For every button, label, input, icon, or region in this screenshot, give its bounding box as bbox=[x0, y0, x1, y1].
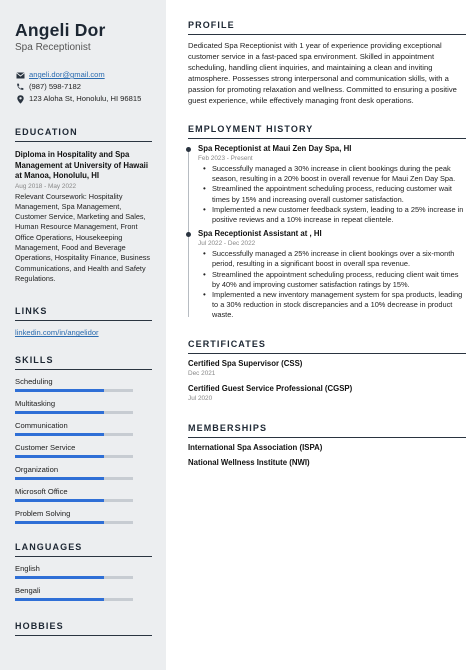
contact-phone-row bbox=[15, 81, 152, 93]
language-level-fill bbox=[15, 576, 104, 579]
job-bullets bbox=[198, 164, 466, 225]
skills-list bbox=[15, 376, 152, 524]
timeline-dot-icon bbox=[186, 147, 191, 152]
skill-level-bar bbox=[15, 521, 133, 524]
job-bullet: • Streamlined the appointment scheduling process, reducing client wait times by 40% and improving customer satisfaction ratings by 15%. bbox=[198, 270, 466, 290]
skill-level-fill bbox=[15, 411, 104, 414]
memberships-section bbox=[188, 423, 466, 468]
languages-heading: LANGUAGES bbox=[15, 542, 152, 557]
job-entry bbox=[188, 144, 466, 225]
skills-section bbox=[15, 355, 152, 524]
education-coursework: Relevant Coursework: Hospitality Management, Spa Management, Customer Service, Marketing and Sales, Human Resource Management, Front Office Operations, Housekeeping Management, Food and Beverage Operations, Hospitality Finance, Business Communications, and Health and Safety Regulations. bbox=[15, 191, 151, 283]
skill-level-fill bbox=[15, 499, 104, 502]
candidate-name: Angeli Dor bbox=[15, 20, 106, 40]
skill-level-fill bbox=[15, 455, 104, 458]
skill-label: Organization bbox=[15, 465, 59, 475]
skill-level-bar bbox=[15, 477, 133, 480]
job-title: Spa Receptionist Assistant at , HI bbox=[198, 229, 322, 239]
membership-item: International Spa Association (ISPA) bbox=[188, 442, 323, 452]
language-level-bar bbox=[15, 598, 133, 601]
skill-level-bar bbox=[15, 433, 133, 436]
timeline-dot-icon bbox=[186, 232, 191, 237]
job-dates: Feb 2023 - Present bbox=[198, 155, 253, 162]
job-bullets bbox=[198, 249, 466, 320]
links-heading: LINKS bbox=[15, 306, 152, 321]
phone-number: (987) 598-7182 bbox=[29, 82, 81, 91]
skill-level-fill bbox=[15, 389, 104, 392]
skill-item bbox=[15, 420, 152, 436]
links-section bbox=[15, 306, 152, 337]
sidebar bbox=[0, 0, 166, 670]
language-label: Bengali bbox=[15, 586, 41, 596]
certificate-date: Dec 2021 bbox=[188, 369, 216, 377]
job-bullet: • Successfully managed a 25% increase in client bookings over a six-month period, resulting in a significant boost in overall spa revenue. bbox=[198, 249, 466, 269]
skill-level-fill bbox=[15, 433, 104, 436]
skill-item bbox=[15, 464, 152, 480]
job-dates: Jul 2022 - Dec 2022 bbox=[198, 240, 256, 248]
profile-text: Dedicated Spa Receptionist with 1 year of experience providing exceptional customer service in a fast-paced spa environment. Skilled in appointment scheduling, handling client inquiries, and maintaining a clean and inviting atmosphere. Possesses strong interpersonal and communication skills, with a passion for promoting relaxation and wellness. Committed to ensuring a positive guest experience, while effectively managing front desk operations. bbox=[188, 41, 457, 105]
memberships-heading: MEMBERSHIPS bbox=[188, 423, 466, 438]
language-item bbox=[15, 585, 152, 601]
skill-level-fill bbox=[15, 477, 104, 480]
language-level-fill bbox=[15, 598, 104, 601]
membership-item: National Wellness Institute (NWI) bbox=[188, 457, 310, 467]
languages-list bbox=[15, 563, 152, 601]
skill-label: Multitasking bbox=[15, 399, 56, 409]
email-link[interactable]: angeli.dor@gmail.com bbox=[29, 70, 105, 79]
certificate-date: Jul 2020 bbox=[188, 394, 213, 402]
skill-level-bar bbox=[15, 455, 133, 458]
employment-heading: EMPLOYMENT HISTORY bbox=[188, 124, 466, 139]
certificate-name: Certified Guest Service Professional (CGSP) bbox=[188, 383, 353, 393]
skill-item bbox=[15, 442, 152, 458]
skill-label: Microsoft Office bbox=[15, 487, 68, 497]
languages-section bbox=[15, 542, 152, 601]
employment-section bbox=[188, 124, 466, 321]
skill-item bbox=[15, 398, 152, 414]
education-degree: Diploma in Hospitality and Spa Management at University of Hawaii at Manoa, Honolulu, HI bbox=[15, 150, 149, 180]
skill-item bbox=[15, 486, 152, 502]
job-bullet: • Implemented a new customer feedback system, leading to a 25% increase in positive reviews and a 10% increase in repeat clientele. bbox=[198, 205, 466, 225]
skill-level-bar bbox=[15, 499, 133, 502]
job-title: Spa Receptionist bbox=[15, 42, 91, 53]
envelope-icon bbox=[15, 72, 25, 79]
hobbies-heading: HOBBIES bbox=[15, 621, 152, 636]
contact-info bbox=[15, 69, 152, 105]
certificate-item bbox=[188, 359, 466, 378]
employment-timeline bbox=[188, 144, 466, 321]
skill-level-fill bbox=[15, 521, 104, 524]
job-bullet: • Implemented a new inventory management system for spa products, leading to a 30% reduction in stock discrepancies and a 10% decrease in product waste. bbox=[198, 290, 466, 321]
education-dates: Aug 2018 - May 2022 bbox=[15, 182, 77, 190]
job-bullet: • Streamlined the appointment scheduling process, reducing customer wait times by 15% and increasing overall customer satisfaction. bbox=[198, 184, 466, 204]
skill-item bbox=[15, 508, 152, 524]
skill-item bbox=[15, 376, 152, 392]
certificate-name: Certified Spa Supervisor (CSS) bbox=[188, 358, 303, 368]
job-bullet: • Successfully managed a 30% increase in client bookings during the peak season, resulting in a 20% boost in overall revenue for Maui Zen Day Spa. bbox=[198, 164, 466, 184]
certificates-heading: CERTIFICATES bbox=[188, 339, 466, 354]
profile-section bbox=[188, 20, 466, 106]
skill-label: Communication bbox=[15, 421, 68, 431]
linkedin-link[interactable]: linkedin.com/in/angelidor bbox=[15, 328, 99, 338]
phone-icon bbox=[15, 83, 25, 91]
skill-label: Problem Solving bbox=[15, 509, 71, 519]
contact-email-row bbox=[15, 69, 152, 81]
skills-heading: SKILLS bbox=[15, 355, 152, 370]
address: 123 Aloha St, Honolulu, HI 96815 bbox=[29, 94, 142, 103]
memberships-list bbox=[188, 443, 466, 468]
certificates-list bbox=[188, 359, 466, 403]
skill-label: Customer Service bbox=[15, 443, 76, 453]
certificate-item bbox=[188, 384, 466, 403]
certificates-section bbox=[188, 339, 466, 403]
language-label: English bbox=[15, 564, 40, 574]
job-entry bbox=[188, 229, 466, 320]
contact-address-row bbox=[15, 93, 152, 105]
job-title: Spa Receptionist at Maui Zen Day Spa, HI bbox=[198, 144, 352, 153]
location-pin-icon bbox=[15, 95, 25, 104]
skill-label: Scheduling bbox=[15, 377, 53, 387]
language-item bbox=[15, 563, 152, 579]
skill-level-bar bbox=[15, 411, 133, 414]
education-heading: EDUCATION bbox=[15, 127, 152, 142]
profile-heading: PROFILE bbox=[188, 20, 466, 35]
hobbies-section bbox=[15, 621, 152, 636]
skill-level-bar bbox=[15, 389, 133, 392]
education-section bbox=[15, 127, 152, 284]
language-level-bar bbox=[15, 576, 133, 579]
main-content bbox=[176, 0, 466, 670]
